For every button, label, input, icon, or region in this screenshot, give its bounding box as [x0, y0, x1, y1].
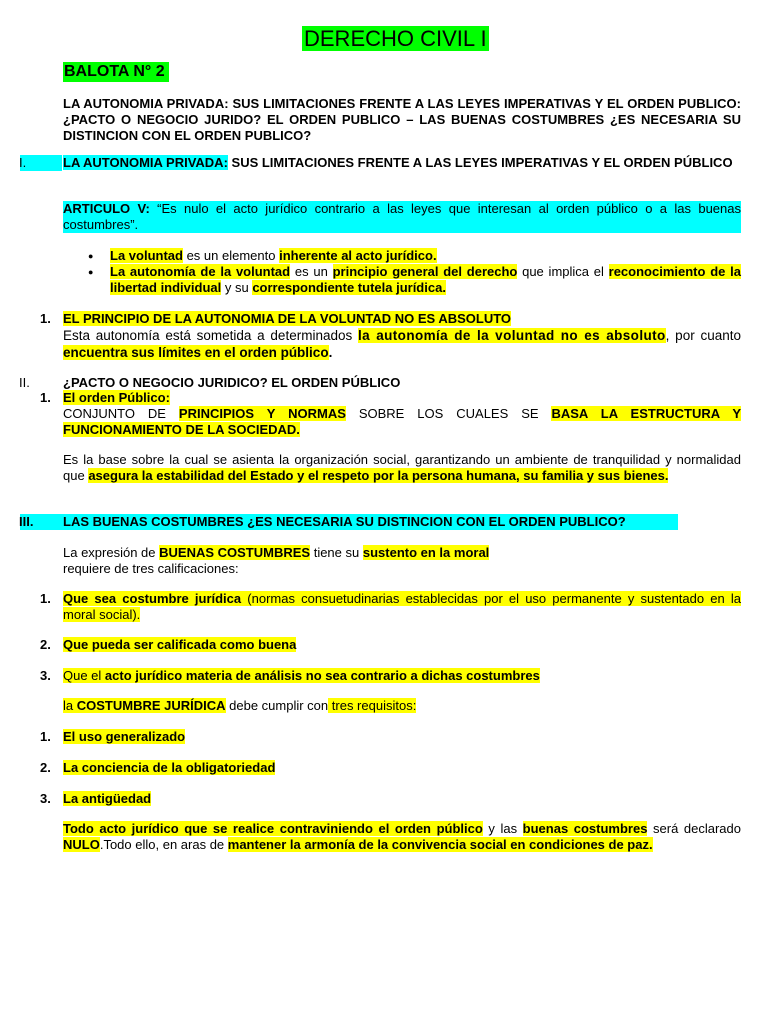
req-bold: COSTUMBRE JURÍDICA — [76, 698, 226, 713]
calificacion-3-highlight — [63, 668, 540, 683]
bullet-autonomia-hl1: La autonomía de la voluntad — [110, 264, 291, 279]
expr-hl1: BUENAS COSTUMBRES — [159, 545, 311, 560]
principle-heading-row — [63, 311, 741, 327]
conclusion-hl1: Todo acto jurídico que se realice contraviniendo el orden público — [63, 821, 483, 836]
requisito-3: La antigüedad — [63, 791, 152, 806]
principle-t1: Esta autonomía está sometida a determinados — [63, 328, 358, 343]
orden-publico-number: 1. — [40, 390, 51, 405]
section-1-heading-highlight: LA AUTONOMIA PRIVADA: — [63, 155, 228, 170]
orden-publico-definition — [63, 406, 741, 438]
calificacion-1-bold: Que sea costumbre jurídica — [63, 591, 242, 606]
bullet-autonomia-hl3: reconocimiento de la libertad individual — [110, 264, 741, 295]
buenas-costumbres-expression — [63, 545, 741, 561]
requisito-3-row — [63, 791, 741, 807]
orden-publico-heading-row — [63, 390, 741, 406]
principle-t2: , por cuanto — [665, 328, 741, 343]
section-1-numeral: I. — [19, 155, 27, 170]
req-t1: la — [63, 698, 77, 713]
req-t2: debe cumplir con — [225, 698, 329, 713]
conclusion-hl3: NULO — [63, 837, 100, 852]
intro-paragraph: LA AUTONOMIA PRIVADA: SUS LIMITACIONES FRENTE A LAS LEYES IMPERATIVAS Y EL ORDEN PUBLICO: ¿PACTO O NEGOCIO JURIDO? EL ORDEN PUBLICO – LAS BUENAS COSTUMBRES ¿ES NECESARIA SU DISTINCION CON EL ORDEN PUBLICO? — [63, 96, 741, 143]
bullet-autonomia-t1: es un — [290, 264, 333, 279]
bullet-voluntad-hl2: inherente al acto jurídico. — [279, 248, 437, 263]
section-2-numeral: II. — [19, 375, 30, 390]
document-title: DERECHO CIVIL I — [304, 26, 487, 51]
bullet-voluntad-hl: La voluntad — [110, 248, 183, 263]
bullet-autonomia-t3: y su — [221, 280, 253, 295]
conclusion-hl4: mantener la armonía de la convivencia social en condiciones de paz. — [227, 837, 653, 852]
section-1-heading-rest: SUS LIMITACIONES FRENTE A LAS LEYES IMPERATIVAS Y EL ORDEN PÚBLICO — [227, 155, 733, 170]
principle-t3: . — [328, 345, 333, 360]
requisito-1-number: 1. — [40, 729, 51, 744]
calificacion-2-number: 2. — [40, 637, 51, 652]
req-hl: tres requisitos: — [328, 698, 417, 713]
bullet-autonomia — [88, 264, 741, 296]
orden-def-hl2: BASA LA ESTRUCTURA Y FUNCIONAMIENTO DE LA SOCIEDAD. — [63, 406, 742, 437]
bullet-voluntad-text: es un elemento — [182, 248, 280, 263]
section-3-heading: LAS BUENAS COSTUMBRES ¿ES NECESARIA SU DISTINCION CON EL ORDEN PUBLICO? — [63, 514, 626, 529]
requisito-1-row — [63, 729, 741, 745]
conclusion-hl2: buenas costumbres — [522, 821, 648, 836]
bullet-autonomia-t2: que implica el — [517, 264, 609, 279]
requisito-3-number: 3. — [40, 791, 51, 806]
calificacion-1-number: 1. — [40, 591, 51, 606]
requisito-1: El uso generalizado — [63, 729, 186, 744]
article-v — [63, 201, 741, 233]
orden-publico-base — [63, 452, 741, 484]
conclusion-paragraph — [63, 821, 741, 853]
expr-t2: tiene su — [310, 545, 363, 560]
voluntad-bullets — [88, 248, 741, 296]
bullet-autonomia-hl4: correspondiente tutela jurídica. — [252, 280, 446, 295]
requisito-2: La conciencia de la obligatoriedad — [63, 760, 276, 775]
bullet-autonomia-hl2: principio general del derecho — [332, 264, 518, 279]
requisito-2-row — [63, 760, 741, 776]
calificacion-3-bold: acto jurídico materia de análisis no sea contrario a dichas costumbres — [104, 668, 540, 683]
principle-heading: EL PRINCIPIO DE LA AUTONOMIA DE LA VOLUNTAD NO ES ABSOLUTO — [63, 311, 512, 326]
orden-publico-heading: El orden Público: — [63, 390, 170, 405]
principle-number: 1. — [40, 311, 51, 326]
calificacion-3-number: 3. — [40, 668, 51, 683]
conclusion-t1: y las — [482, 821, 523, 836]
bullet-voluntad — [88, 248, 741, 264]
calificacion-2: Que pueda ser calificada como buena — [63, 637, 297, 652]
expr-t1: La expresión de — [63, 545, 160, 560]
article-v-label: ARTICULO V: — [63, 201, 150, 216]
principle-hl2: encuentra sus límites en el orden público — [63, 345, 329, 360]
balota-heading: BALOTA N° 2 — [63, 62, 169, 82]
requisitos-intro — [63, 698, 741, 714]
orden-base-t1: Es la base sobre la cual se asienta la organización social, garantizando un ambiente de tranquilidad y normalidad que — [63, 452, 741, 483]
principle-hl1: la autonomía de la voluntad no es absoluto — [358, 328, 666, 343]
section-1-heading — [63, 155, 741, 171]
expr-hl2: sustento en la moral — [362, 545, 490, 560]
conclusion-t3: .Todo ello, en aras de — [99, 837, 228, 852]
principle-paragraph — [63, 327, 741, 361]
article-v-text: “Es nulo el acto jurídico contrario a las leyes que interesan al orden público o a las buenas costumbres”. — [63, 201, 741, 232]
orden-def-hl1: PRINCIPIOS Y NORMAS — [178, 406, 346, 421]
orden-def-t2: SOBRE LOS CUALES SE — [345, 406, 552, 421]
calificacion-3-row — [63, 668, 741, 684]
section-2-heading: ¿PACTO O NEGOCIO JURIDICO? EL ORDEN PÚBLICO — [63, 375, 401, 390]
section-1-highlight — [20, 155, 62, 171]
section-3-numeral: III. — [19, 514, 34, 529]
calificacion-1-highlight — [63, 591, 741, 622]
calificacion-1 — [63, 591, 741, 623]
calificacion-1-text: (normas consuetudinarias establecidas por el uso permanente y sustentado en la moral social). — [63, 591, 741, 622]
orden-def-t1: CONJUNTO DE — [63, 406, 179, 421]
requisito-2-number: 2. — [40, 760, 51, 775]
conclusion-t2: será declarado — [647, 821, 741, 836]
orden-base-hl: asegura la estabilidad del Estado y el respeto por la persona humana, su familia y sus bienes. — [88, 468, 669, 483]
calificacion-2-row — [63, 637, 741, 653]
calificaciones-intro: requiere de tres calificaciones: — [63, 561, 239, 576]
calificacion-3-text: Que el — [63, 668, 105, 683]
